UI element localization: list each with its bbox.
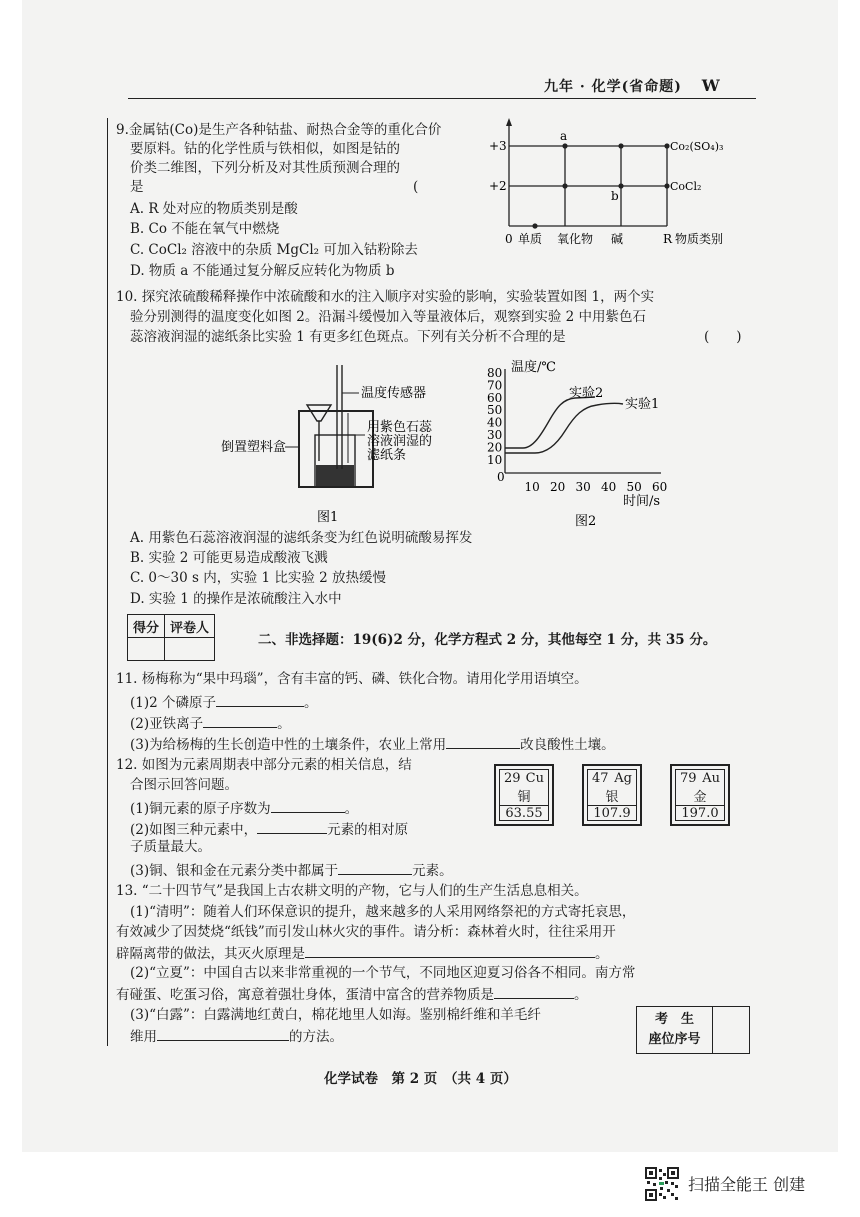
ag-mass: 107.9: [588, 805, 636, 821]
x-label-element: 单质: [518, 232, 543, 246]
grader-header: 评卷人: [165, 615, 215, 638]
q13-p3-line-2: [130, 1026, 343, 1047]
x-tick-30: 30: [575, 480, 591, 494]
q11-sub1-text: (1)2 个磷原子: [130, 695, 217, 711]
q11-blank-1[interactable]: [216, 692, 304, 707]
q12-line-1: 12. 如图为元素周期表中部分元素的相关信息，结: [116, 757, 412, 773]
element-card-au: [670, 764, 730, 826]
q13-p1-line-1: (1)“清明”：随着人们环保意识的提升，越来越多的人采用网络祭祀的方式寄托哀思，: [130, 904, 636, 920]
point-b: [618, 183, 623, 188]
point-co: [532, 223, 537, 228]
au-name: 金: [693, 790, 707, 805]
header-version: W: [701, 76, 721, 95]
x-label-0: 0: [505, 232, 513, 246]
q9-line-4: 是: [130, 179, 144, 195]
label-litmus-1: 用紫色石蕊: [367, 420, 433, 435]
q11-sub1: [130, 692, 318, 713]
point-cocl2: [664, 183, 669, 188]
element-card-cu: [494, 764, 554, 826]
q10-answer-paren: ( ): [704, 329, 742, 345]
q13-p3-tail: 的方法。: [289, 1029, 343, 1045]
label-temperature-sensor: 温度传感器: [361, 386, 427, 401]
q9-option-b: B. Co 不能在氧气中燃烧: [130, 221, 280, 237]
q12-sub1: [130, 798, 358, 819]
grader-cell[interactable]: [165, 638, 215, 661]
q10-fig1-apparatus: [215, 365, 485, 525]
label-a: a: [560, 129, 568, 143]
q13-blank-2[interactable]: [494, 984, 574, 999]
label-cocl2: CoCl₂: [670, 180, 702, 193]
q10-line-3: 蕊溶液润湿的滤纸条比实验 1 有更多红色斑点。下列有关分析不合理的是: [130, 329, 566, 345]
y-tick-80: 80: [487, 366, 503, 380]
header-grade: 九年: [544, 79, 574, 95]
q12-blank-3[interactable]: [338, 860, 412, 875]
q11-sub1-period: 。: [304, 695, 318, 711]
q13-p3-line-1: (3)“白露”：白露满地红黄白，棉花地里人如海。鉴别棉纤维和羊毛纤: [130, 1007, 541, 1023]
q10-option-b: B. 实验 2 可能更易造成酸液飞溅: [130, 550, 328, 566]
q13-stem: 13. “二十四节气”是我国上古农耕文明的产物，它与人们的生产生活息息相关。: [116, 883, 588, 899]
cu-number: 29: [504, 771, 521, 786]
element-card-ag: [582, 764, 642, 826]
cu-mass: 63.55: [500, 805, 548, 821]
seat-number-field[interactable]: [715, 1007, 749, 1053]
y-tick-30: 30: [487, 428, 503, 442]
chart-y-ticks: [487, 366, 502, 467]
x-tick-50: 50: [626, 480, 642, 494]
q13-p2-line-2: [116, 984, 588, 1005]
q11-blank-2[interactable]: [203, 713, 277, 728]
au-mass: 197.0: [676, 805, 724, 821]
q9-option-a: A. R 处对应的物质类别是酸: [130, 201, 298, 217]
q13-p2-line-1: (2)“立夏”：中国自古以来非常重视的一个节气，不同地区迎夏习俗各不相同。南方常: [130, 965, 636, 981]
score-cell[interactable]: [128, 638, 165, 661]
chart-xlabel: 时间/s: [623, 494, 661, 509]
x-label-class: 物质类别: [675, 232, 724, 246]
qr-code-icon: [645, 1167, 679, 1201]
q10-option-d: D. 实验 1 的操作是浓硫酸注入水中: [130, 591, 342, 607]
q11-sub2: [130, 713, 291, 734]
q12-sub2-text: (2)如图三种元素中，: [130, 822, 258, 838]
y-tick-40: 40: [487, 415, 503, 430]
x-tick-20: 20: [550, 480, 566, 494]
q12-sub1-period: 。: [344, 801, 359, 817]
label-b: b: [611, 189, 619, 203]
q13-p3-text: 维用: [130, 1029, 157, 1045]
label-litmus-3: 滤纸条: [367, 448, 407, 463]
q10-option-a: A. 用紫色石蕊溶液润湿的滤纸条变为红色说明硫酸易挥发: [130, 530, 473, 546]
x-label-base: 碱: [611, 232, 624, 246]
series-exp2-curve: [505, 397, 595, 448]
q11-sub3-text: (3)为给杨梅的生长创造中性的土壤条件，农业上常用: [130, 737, 447, 753]
q9-option-c: C. CoCl₂ 溶液中的杂质 MgCl₂ 可加入钴粉除去: [130, 242, 418, 258]
q13-blank-1[interactable]: [305, 943, 595, 958]
seat-label-1: 考 生: [654, 1012, 694, 1027]
q13-p2-text: 有碰蛋、吃蛋习俗，寓意着强壮身体，蛋清中富含的营养物质是: [116, 987, 494, 1003]
chart-ylabel: 温度/℃: [511, 360, 556, 375]
q13-p1-line-3: [116, 943, 609, 964]
cu-name: 铜: [517, 790, 531, 805]
page-header: 九年 · 化学(省命题) W: [544, 76, 721, 95]
q11-sub2-period: 。: [277, 716, 291, 732]
point-a: [562, 143, 567, 148]
q12-sub3-text: (3)铜、银和金在元素分类中都属于: [130, 863, 339, 879]
au-symbol: Au: [702, 771, 720, 786]
q13-p1-line-2: 有效减少了因焚烧“纸钱”而引发山林火灾的事件。请分析：森林着火时，往往采用开: [116, 924, 616, 940]
label-co2so43: Co₂(SO₄)₃: [670, 140, 724, 153]
point-oxide-2: [562, 183, 567, 188]
q9-line-2: 要原料。钴的化学性质与铁相似，如图是钴的: [130, 141, 400, 157]
q12-sub1-text: (1)铜元素的原子序数为: [130, 801, 271, 817]
fig1-caption: 图1: [317, 510, 339, 525]
q10-line-1: 10. 探究浓硫酸稀释操作中浓硫酸和水的注入顺序对实验的影响，实验装置如图 1，两个实: [116, 289, 655, 305]
q12-sub2-cont: 子质量最大。: [130, 839, 211, 855]
y-axis-arrow: [506, 118, 512, 126]
q11-stem: 11. 杨梅称为“果中玛瑙”，含有丰富的钙、磷、铁化合物。请用化学用语填空。: [116, 671, 588, 687]
cu-symbol: Cu: [525, 771, 544, 786]
label-inverted-box: 倒置塑料盒: [221, 440, 287, 455]
beaker-liquid: [316, 465, 354, 486]
x-tick-40: 40: [601, 480, 617, 494]
q12-sub3-tail: 元素。: [412, 863, 453, 879]
ag-number: 47: [592, 771, 609, 786]
q13-p1-text: 辟隔离带的做法，其灭火原理是: [116, 946, 305, 962]
q12-sub2: [130, 819, 408, 840]
point-co2so43: [664, 143, 669, 148]
au-number: 79: [680, 771, 697, 786]
scanner-watermark: 扫描全能王 创建: [688, 1175, 806, 1194]
ag-symbol: Ag: [614, 771, 632, 786]
x-tick-0: 0: [497, 470, 505, 484]
q9-answer-paren: (: [413, 179, 419, 195]
left-margin-line: [107, 118, 108, 1046]
y-tick-60: 60: [487, 390, 503, 405]
series-exp2-label: 实验2: [569, 386, 604, 401]
q10-line-2: 验分别测得的温度变化如图 2。沿漏斗缓慢加入等量液体后，观察到实验 2 中用紫色石: [130, 309, 647, 325]
q12-sub3: [130, 860, 453, 881]
ag-name: 银: [605, 790, 619, 805]
seat-label-2: 座位序号: [648, 1032, 701, 1047]
q10-option-c: C. 0～30 s 内，实验 1 比实验 2 放热缓慢: [130, 570, 387, 586]
score-table: [127, 614, 215, 661]
series-exp1-label: 实验1: [625, 397, 660, 412]
x-label-oxide: 氧化物: [557, 232, 594, 246]
fig2-caption: 图2: [575, 514, 597, 527]
section-2-title: 二、非选择题：19(6)2 分，化学方程式 2 分，其他每空 1 分，共 35 分。: [258, 632, 717, 648]
point-base-3: [618, 143, 623, 148]
x-tick-10: 10: [524, 480, 540, 494]
q13-p2-period: 。: [574, 987, 588, 1003]
label-litmus-2: 溶液润湿的: [367, 434, 433, 449]
seat-number-box: [636, 1006, 750, 1054]
page-footer: 化学试卷 第 2 页 （共 4 页）: [324, 1071, 517, 1087]
q11-sub3-tail: 改良酸性土壤。: [520, 737, 615, 753]
q13-p1-period: 。: [595, 946, 609, 962]
y-tick-70: 70: [487, 378, 503, 393]
label-plus3: +3: [489, 139, 507, 153]
q12-sub2-tail: 元素的相对原: [327, 822, 409, 838]
series-exp1-curve: [505, 403, 623, 453]
funnel: [307, 405, 331, 421]
q12-blank-2[interactable]: [257, 819, 327, 834]
q13-blank-3[interactable]: [157, 1026, 289, 1041]
score-header: 得分: [128, 615, 165, 638]
q11-sub2-text: (2)亚铁离子: [130, 716, 204, 732]
label-plus2: +2: [489, 179, 507, 193]
q9-valence-class-diagram: [485, 118, 760, 250]
q11-blank-3[interactable]: [446, 734, 520, 749]
q9-line-3: 价类二维图，下列分析及对其性质预测合理的: [130, 160, 400, 176]
q10-fig2-temperature-chart: [483, 355, 683, 527]
x-label-r: R: [663, 232, 673, 246]
x-tick-60: 60: [652, 480, 668, 494]
header-rule: [128, 98, 756, 99]
header-subject: 化学(省命题): [591, 79, 682, 95]
y-tick-10: 10: [487, 452, 503, 467]
q12-line-2: 合图示回答问题。: [130, 777, 238, 793]
y-tick-20: 20: [487, 440, 503, 455]
y-tick-50: 50: [487, 403, 503, 418]
q12-blank-1[interactable]: [271, 798, 345, 813]
q11-sub3: [130, 734, 615, 755]
q9-option-d: D. 物质 a 不能通过复分解反应转化为物质 b: [130, 263, 395, 279]
q9-line-1: 9.金属钴(Co)是生产各种钴盐、耐热合金等的重化合价: [116, 122, 442, 138]
